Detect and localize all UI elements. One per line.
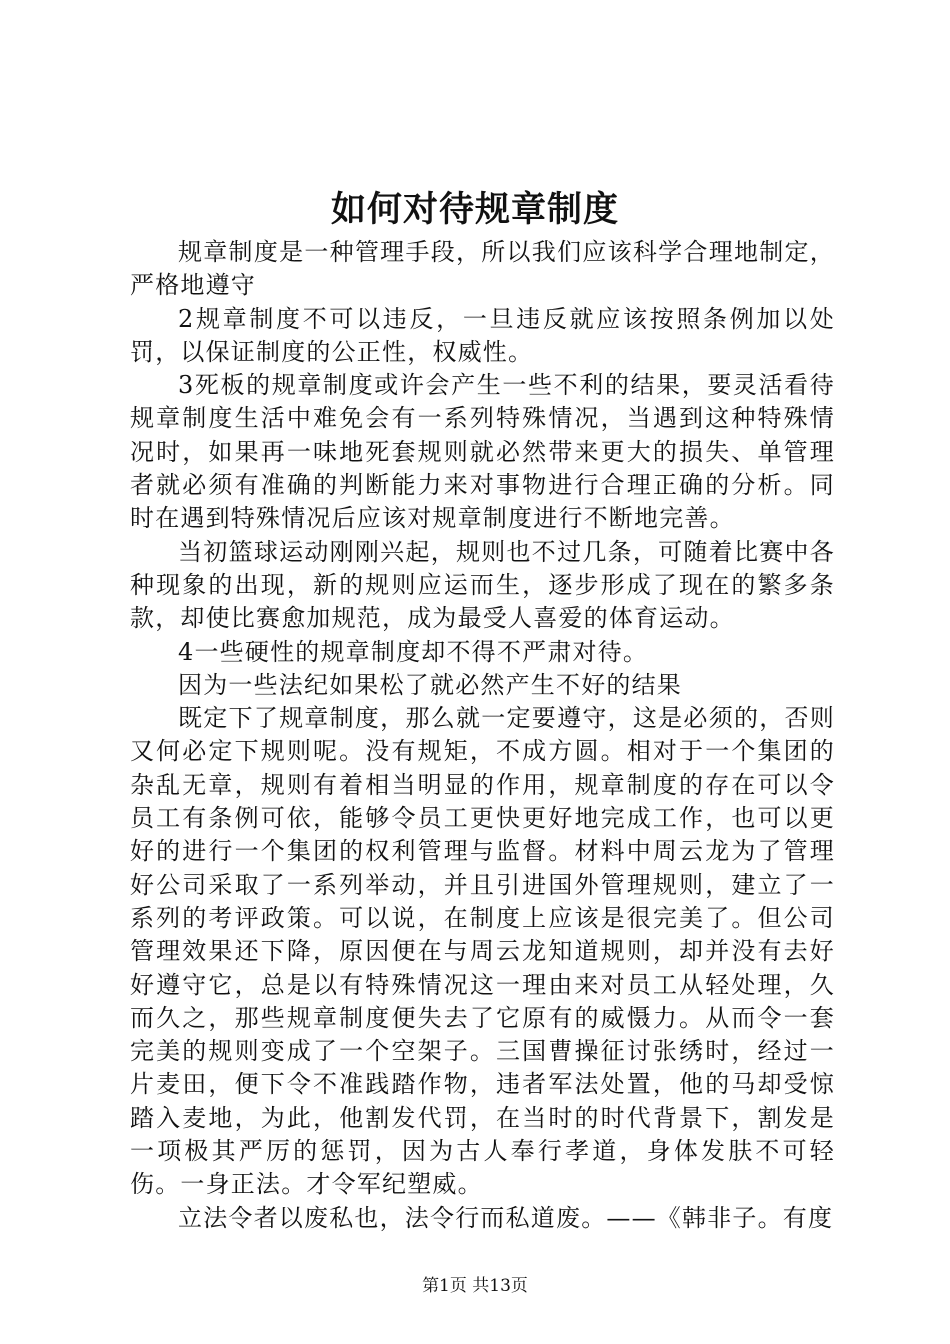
paragraph: 4一些硬性的规章制度却不得不严肃对待。	[178, 637, 649, 666]
paragraph: 立法令者以废私也，法令行而私道废。——《韩非子。有度	[178, 1203, 834, 1232]
paragraph: 既定下了规章制度，那么就一定要遵守，这是必须的，否则又何必定下规则呢。没有规矩，不成方圆。相对于一个集团的杂乱无章，规则有着相当明显的作用，规章制度的存在可以令员工有条例可依，能够令员工更快更好地完成工作，也可以更好的进行一个集团的权利管理与监督。材料中周云龙为了管理好公司采取了一系列举动，并且引进国外管理规则，建立了一系列的考评政策。可以说，在制度上应该是很完美了。但公司管理效果还下降，原因便在与周云龙知道规则，却并没有去好好遵守它，总是以有特殊情况这一理由来对员工从轻处理，久而久之，那些规章制度便失去了它原有的威慑力。从而令一套完美的规则变成了一个空架子。三国曹操征讨张绣时，经过一片麦田，便下令不准践踏作物，违者军法处置，他的马却受惊踏入麦地，为此，他割发代罚，在当时的时代背景下，割发是一项极其严厉的惩罚，因为古人奉行孝道，身体发肤不可轻伤。一身正法。才令军纪塑威。	[130, 704, 835, 1199]
page-number-footer: 第1页 共13页	[422, 1276, 528, 1296]
document-body	[130, 236, 835, 1235]
document-title: 如何对待规章制度	[330, 189, 619, 230]
paragraph: 当初篮球运动刚刚兴起，规则也不过几条，可随着比赛中各种现象的出现，新的规则应运而生，逐步形成了现在的繁多条款，却使比赛愈加规范，成为最受人喜爱的体育运动。	[130, 537, 835, 633]
paragraph: 2规章制度不可以违反，一旦违反就应该按照条例加以处罚，以保证制度的公正性，权威性。	[130, 304, 835, 366]
paragraph: 规章制度是一种管理手段，所以我们应该科学合理地制定，严格地遵守	[130, 238, 835, 300]
paragraph: 因为一些法纪如果松了就必然产生不好的结果	[178, 670, 682, 699]
paragraph: 3死板的规章制度或许会产生一些不利的结果，要灵活看待规章制度生活中难免会有一系列特殊情况，当遇到这种特殊情况时，如果再一味地死套规则就必然带来更大的损失、单管理者就必须有准确的判断能力来对事物进行合理正确的分析。同时在遇到特殊情况后应该对规章制度进行不断地完善。	[130, 371, 835, 533]
